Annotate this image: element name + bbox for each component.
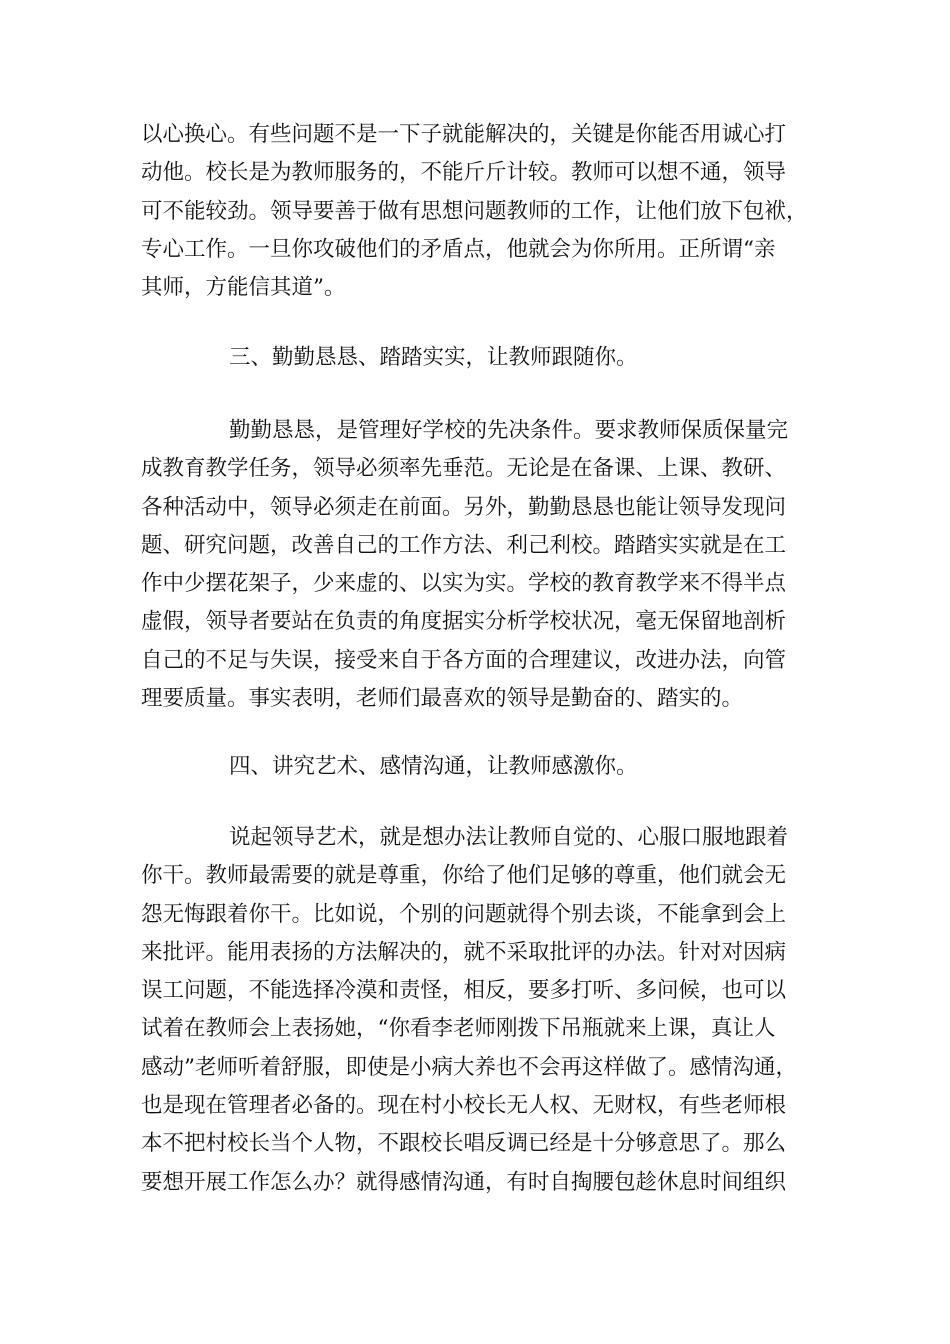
text-line: 成教育教学任务，领导必须率先垂范。无论是在备课、上课、教研、: [141, 456, 787, 482]
text-line: 也是现在管理者必备的。现在村小校长无人权、无财权，有些老师根: [141, 1093, 787, 1119]
text-line: 你干。教师最需要的就是尊重，你给了他们足够的尊重，他们就会无: [141, 863, 787, 889]
text-line: 题、研究问题，改善自己的工作方法、利己利校。踏踏实实就是在工: [141, 532, 787, 558]
text-line: 可不能较劲。领导要善于做有思想问题教师的工作，让他们放下包袱，: [141, 198, 808, 224]
text-line: 要想开展工作怎么办？就得感情沟通，有时自掏腰包趁休息时间组织: [141, 1169, 787, 1195]
text-line: 各种活动中，领导必须走在前面。另外，勤勤恳恳也能让领导发现问: [141, 494, 787, 520]
paragraph-art: [141, 819, 813, 1202]
text-line: 以心换心。有些问题不是一下子就能解决的，关键是你能否用诚心打: [141, 122, 787, 147]
text-line: 感动”老师听着舒服，即使是小病大养也不会再这样做了。感情沟通，: [141, 1054, 797, 1080]
section-heading-4: 四、讲究艺术、感情沟通，让教师感激你。: [229, 754, 638, 779]
text-line: 试着在教师会上表扬她，“你看李老师刚拨下吊瓶就来上课，真让人: [141, 1016, 776, 1042]
text-line: 勤勤恳恳，是管理好学校的先决条件。要求教师保质保量完: [229, 418, 789, 443]
text-line: 动他。校长是为教师服务的，不能斤斤计较。教师可以想不通，领导: [141, 160, 787, 186]
text-line: 说起领导艺术，就是想办法让教师自觉的、心服口服地跟着: [229, 825, 789, 850]
text-line: 怨无悔跟着你干。比如说，个别的问题就得个别去谈，不能拿到会上: [141, 901, 787, 927]
text-line: 虚假，领导者要站在负责的角度据实分析学校状况，毫无保留地剖析: [141, 609, 787, 635]
text-line: 作中少摆花架子，少来虚的、以实为实。学校的教育教学来不得半点: [141, 571, 787, 597]
paragraph-diligence: [141, 412, 813, 718]
text-line: 来批评。能用表扬的方法解决的，就不采取批评的办法。针对对因病: [141, 939, 787, 965]
text-line: 理要质量。事实表明，老师们最喜欢的领导是勤奋的、踏实的。: [141, 686, 744, 712]
text-line: 自己的不足与失误，接受来自于各方面的合理建议，改进办法，向管: [141, 647, 787, 673]
text-line: 误工问题，不能选择冷漠和责怪，相反，要多打听、多问候，也可以: [141, 978, 787, 1004]
paragraph-intro: [141, 116, 813, 307]
text-line: 本不把村校长当个人物，不跟校长唱反调已经是十分够意思了。那么: [141, 1131, 787, 1157]
text-line: 其师，方能信其道”。: [141, 275, 346, 301]
section-heading-3: 三、勤勤恳恳、踏踏实实，让教师跟随你。: [229, 345, 638, 370]
text-line: 专心工作。一旦你攻破他们的矛盾点，他就会为你所用。正所谓“亲: [141, 236, 776, 262]
